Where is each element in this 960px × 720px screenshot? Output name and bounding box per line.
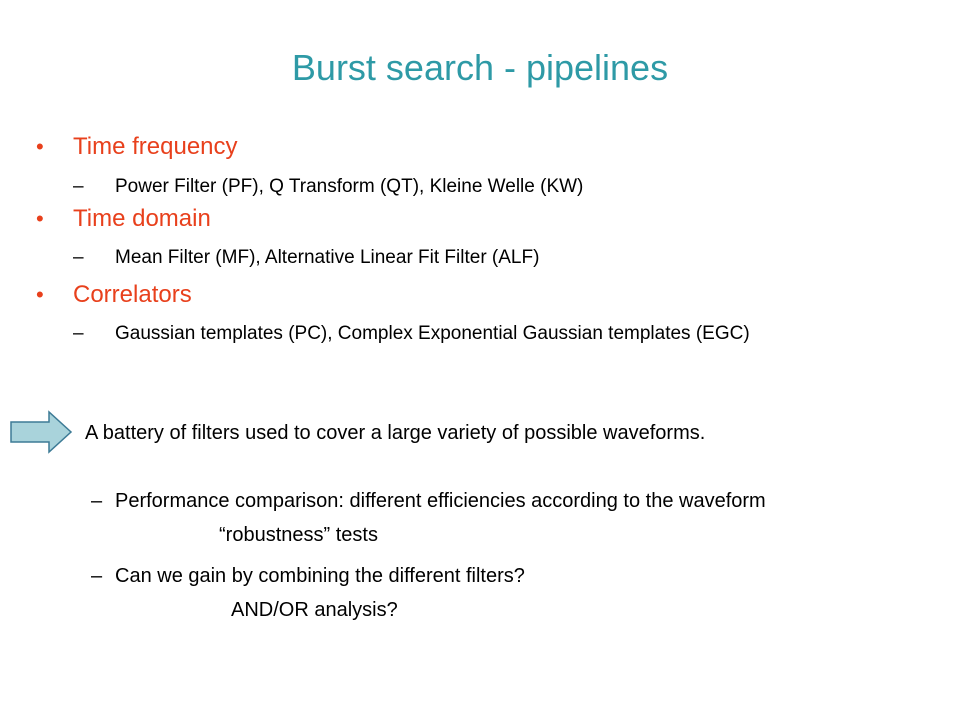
note-performance-comparison: Performance comparison: different efficiencies according to the waveform	[115, 490, 766, 512]
note-dash: –	[91, 565, 103, 587]
note-performance-continuation: “robustness” tests	[219, 524, 378, 546]
bullet-marker: •	[36, 282, 44, 307]
arrow-statement: A battery of filters used to cover a large variety of possible waveforms.	[85, 422, 706, 444]
sub-dash: –	[73, 176, 84, 197]
note-dash: –	[91, 490, 103, 512]
sub-item-time-frequency: Power Filter (PF), Q Transform (QT), Kleine Welle (KW)	[115, 176, 584, 197]
bullet-marker: •	[36, 206, 44, 231]
sub-item-correlators: Gaussian templates (PC), Complex Exponential Gaussian templates (EGC)	[115, 323, 750, 344]
sub-dash: –	[73, 323, 84, 344]
note-combining-continuation: AND/OR analysis?	[231, 599, 398, 621]
slide-title: Burst search - pipelines	[291, 47, 669, 88]
bullet-marker: •	[36, 134, 44, 159]
bullet-time-domain: Time domain	[73, 205, 211, 232]
bullet-time-frequency: Time frequency	[73, 133, 238, 160]
note-combining-filters: Can we gain by combining the different filters?	[115, 565, 525, 587]
sub-dash: –	[73, 247, 84, 268]
sub-item-time-domain: Mean Filter (MF), Alternative Linear Fit Filter (ALF)	[115, 247, 540, 268]
bullet-correlators: Correlators	[73, 281, 192, 308]
right-arrow-icon	[9, 410, 73, 454]
